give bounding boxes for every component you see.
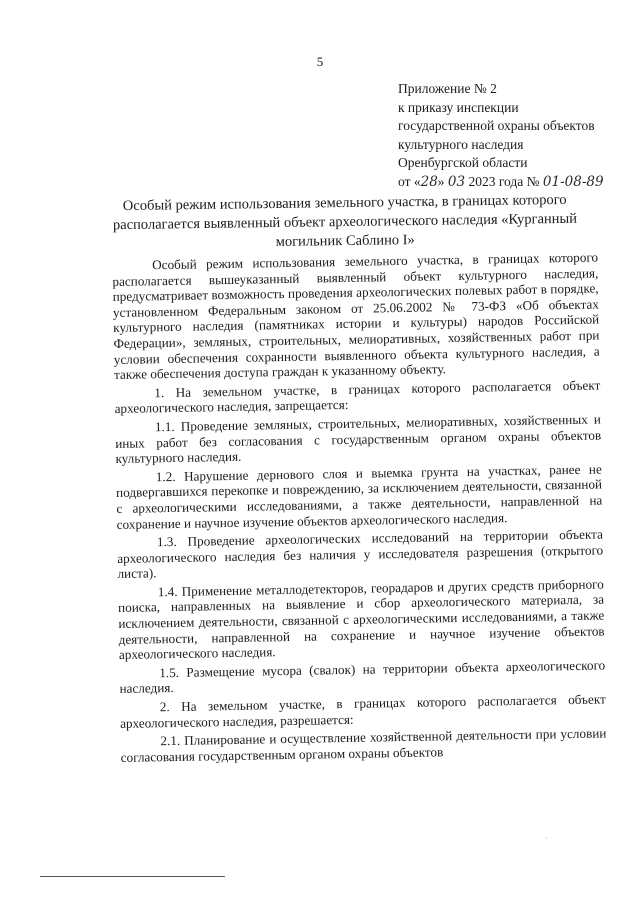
appendix-header xyxy=(398,80,638,191)
appendix-line: Оренбургской области xyxy=(398,155,528,170)
handwritten-order-number: 01-08-89 xyxy=(542,173,604,190)
paragraph: 1. На земельном участке, в границах которого располагается объект археологического наследия, запрещается: xyxy=(114,377,601,417)
document-title: Особый режим использования земельного участка, в границах которого располагается выявленный объект археологического наследия «Курганный могильник Саблино I» xyxy=(112,191,578,250)
date-suffix: 2023 года № xyxy=(465,173,543,189)
paragraph: 1.1. Проведение земляных, строительных, мелиоративных, хозяйственных и иных работ без согласования с государственным органом охраны объектов культурного наследия. xyxy=(115,411,602,467)
date-mid: » xyxy=(437,173,448,189)
order-date-line xyxy=(398,173,638,192)
paragraph: 1.5. Размещение мусора (свалок) на территории объекта археологического наследия. xyxy=(119,657,606,697)
paragraph: 2. На земельном участке, в границах которого располагается объект археологического наследия, разрешается: xyxy=(119,691,606,731)
document-body xyxy=(112,250,607,769)
handwritten-month: 03 xyxy=(447,173,466,190)
appendix-line: государственной охраны объектов xyxy=(398,118,595,133)
date-prefix: от « xyxy=(398,173,421,189)
footnote-divider xyxy=(40,876,225,877)
page-number: 5 xyxy=(316,54,324,69)
paragraph: 1.2. Нарушение дернового слоя и выемка грунта на участках, ранее не подвергавшихся перекопке и повреждению, за исключением деятельности, связанной с археологическими исследованиями, а также деятельности, направленной на сохранение и научное изучение объектов археологического наследия. xyxy=(115,461,603,532)
paragraph: 1.4. Применение металлодетекторов, георадаров и других средств приборного поиска, направленных на выявление и сбор археологического материала, за исключением деятельности, связанной с археологическими исследованиями, а также деятельности, направленной на сохранение и научное изучение объектов археологического наследия. xyxy=(117,576,605,663)
appendix-line: к приказу инспекции xyxy=(398,99,519,115)
scan-speck: · xyxy=(545,834,548,843)
appendix-line: культурного наследия xyxy=(398,136,524,152)
paragraph: 1.3. Проведение археологических исследований на территории объекта археологического наследия без наличия у исследователя разрешения (открытого листа). xyxy=(117,526,604,582)
appendix-line: Приложение № 2 xyxy=(398,81,497,96)
handwritten-day: 28 xyxy=(420,173,438,190)
paragraph: Особый режим использования земельного участка, в границах которого располагается вышеуказанный выявленный объект культурного наследия, предусматривает возможность проведения археологических полевых работ в порядке, установленном Федеральным законом от 25.06.2002 № 73-ФЗ «Об объектах культурного наследия (памятниках истории и культуры) народов Российской Федерации», земляных, строительных, мелиоративных, хозяйственных работ при условии обеспечения сохранности выявленного объекта культурного наследия, а также обеспечения доступа граждан к указанному объекту. xyxy=(112,249,600,383)
paragraph: 2.1. Планирование и осуществление хозяйственной деятельности при условии согласования государственным органом охраны объектов xyxy=(120,725,607,765)
